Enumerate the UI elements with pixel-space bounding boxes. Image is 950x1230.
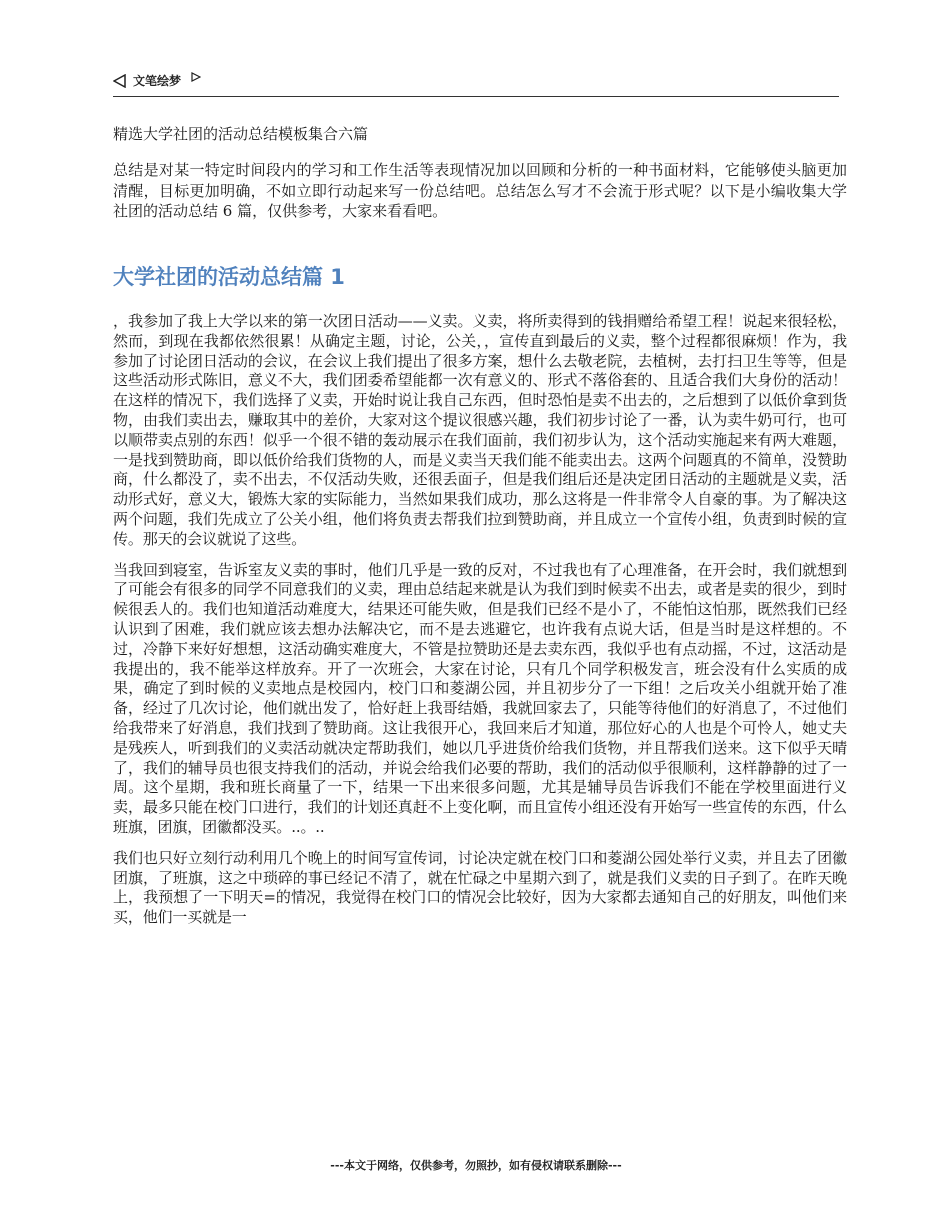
body-paragraph-3: 我们也只好立刻行动利用几个晚上的时间写宣传词，讨论决定就在校门口和菱湖公园处举行义卖，并且去了团徽团旗，了班旗，这之中琐碎的事已经记不清了，就在忙碌之中星期六到了，就是我们义卖的日子到了。在昨天晚上，我预想了一下明天=的情况，我觉得在校门口的情况会比较好，因为大家都去通知自己的好朋友，叫他们来买，他们一买就是一 [113, 848, 847, 927]
page-footer-disclaimer: ---本文于网络，仅供参考，勿照抄，如有侵权请联系删除--- [330, 1159, 622, 1172]
header-brand: 文笔绘梦 [133, 74, 182, 88]
triangle-left-icon [113, 74, 127, 88]
section-heading: 大学社团的活动总结篇 1 [113, 265, 345, 289]
triangle-right-icon [191, 72, 201, 82]
document-title: 精选大学社团的活动总结模板集合六篇 [113, 125, 369, 143]
header-brand-group [113, 72, 201, 89]
section-body [113, 312, 847, 939]
body-paragraph-1: ，我参加了我上大学以来的第一次团日活动——义卖。义卖，将所卖得到的钱捐赠给希望工程！说起来很轻松，然而，到现在我都依然很累！从确定主题，讨论，公关，，宣传直到最后的义卖，整个过程都很麻烦！作为，我参加了讨论团日活动的会议，在会议上我们提出了很多方案，想什么去敬老院，去植树，去打扫卫生等等，但是这些活动形式陈旧，意义不大，我们团委希望能都一次有意义的、形式不落俗套的、且适合我们大身份的活动！在这样的情况下，我们选择了义卖，开始时说让我自己东西，但时恐怕是卖不出去的，之后想到了以低价拿到货物，由我们卖出去，赚取其中的差价，大家对这个提议很感兴趣，我们初步讨论了一番，认为卖牛奶可行，也可以顺带卖点别的东西！似乎一个很不错的轰动展示在我们面前，我们初步认为，这个活动实施起来有两大难题，一是找到赞助商，即以低价给我们货物的人，而是义卖当天我们能不能卖出去。这两个问题真的不简单，没赞助商，什么都没了，卖不出去，不仅活动失败，还很丢面子，但是我们组后还是决定团日活动的主题就是义卖，活动形式好，意义大，锻炼大家的实际能力，当然如果我们成功，那么这将是一件非常令人自豪的事。为了解决这两个问题，我们先成立了公关小组，他们将负责去帮我们拉到赞助商，并且成立一个宣传小组，负责到时候的宣传。那天的会议就说了这些。 [113, 312, 847, 548]
intro-paragraph: 总结是对某一特定时间段内的学习和工作生活等表现情况加以回顾和分析的一种书面材料，它能够使头脑更加清醒，目标更加明确，不如立即行动起来写一份总结吧。总结怎么写才不会流于形式呢？以下是小编收集大学社团的活动总结 6 篇，仅供参考，大家来看看吧。 [113, 161, 847, 220]
body-paragraph-2: 当我回到寝室，告诉室友义卖的事时，他们几乎是一致的反对，不过我也有了心理准备，在开会时，我们就想到了可能会有很多的同学不同意我们的义卖，理由总结起来就是认为我们到时候卖不出去，或者是卖的很少，到时候很丢人的。我们也知道活动难度大，结果还可能失败，但是我们已经不是小了，不能怕这怕那，既然我们已经认识到了困难，我们就应该去想办法解决它，而不是去逃避它，也许我有点说大话，但是当时是这样想的。不过，冷静下来好好想想，这活动确实难度大，不管是拉赞助还是去卖东西，我似乎也有点动摇，不过，这活动是我提出的，我不能举这样放弃。开了一次班会，大家在讨论，只有几个同学积极发言，班会没有什么实质的成果，确定了到时候的义卖地点是校园内，校门口和菱湖公园，并且初步分了一下组！之后攻关小组就开始了准备，经过了几次讨论，他们就出发了，恰好赶上我哥结婚，我就回家去了，只能等待他们的好消息了，不过他们给我带来了好消息，我们找到了赞助商。这让我很开心，我回来后才知道，那位好心的人也是个可怜人，她丈夫是残疾人，听到我们的义卖活动就决定帮助我们，她以几乎进货价给我们货物，并且帮我们送来。这下似乎天晴了，我们的辅导员也很支持我们的活动，并说会给我们必要的帮助，我们的活动似乎很顺利，这样静静的过了一周。这个星期，我和班长商量了一下，结果一下出来很多问题，尤其是辅导员告诉我们不能在学校里面进行义卖，最多只能在校门口进行，我们的计划还真赶不上变化啊，而且宣传小组还没有开始写一些宣传的东西，什么班旗，团旗，团徽都没买。..。.. [113, 560, 847, 836]
document-page [113, 0, 847, 1230]
page-header [113, 72, 839, 97]
